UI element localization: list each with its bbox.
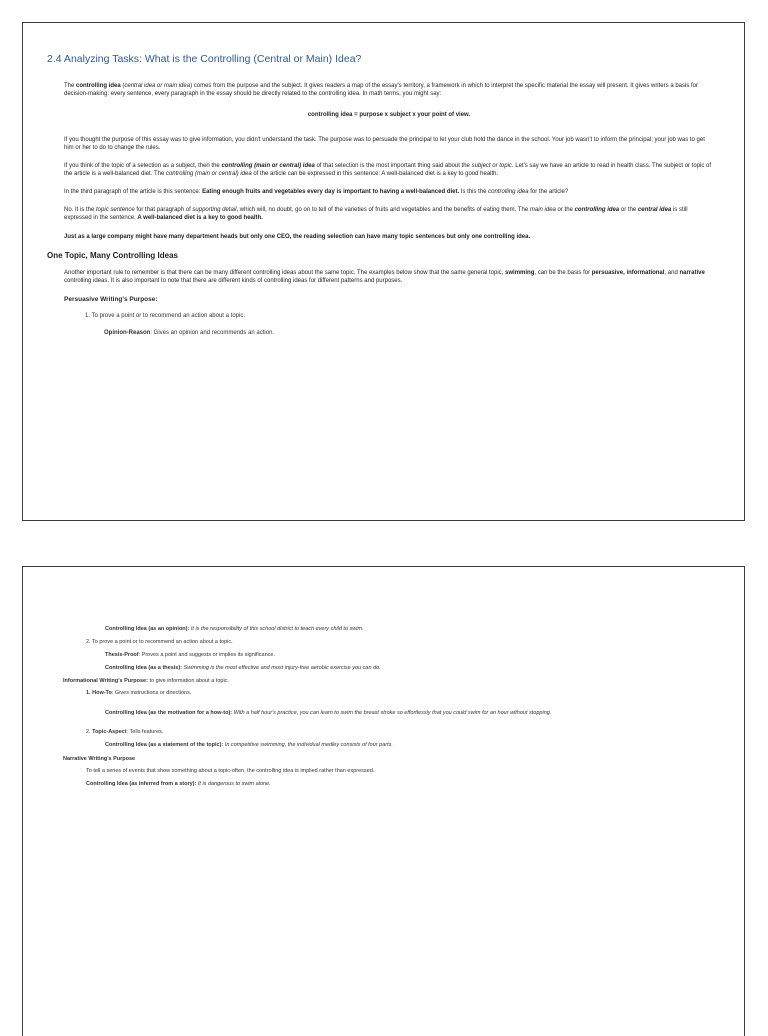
paragraph-controlling-idea: The controlling idea (central idea or main idea) comes from the purpose and the subject. It gives readers a map of the essay's territory, a framework in which to interpret the specific material the essay will present. It gives writers a basis for decision-making: every sentence, every paragraph in the essay should be directly related to the controlling idea. In math terms, you might say: bbox=[64, 83, 698, 97]
paragraph-third: In the third paragraph of the article is this sentence: Eating enough fruits and vegetables every day is important to having a well-balanced diet. Is this the controlling idea for the article? bbox=[64, 189, 569, 195]
list-item-1: 1. To prove a point or to recommend an action about a topic. bbox=[85, 313, 245, 319]
controlling-idea-thesis: Controlling Idea (as a thesis): Swimming is the most effective and most injury-free aerobic exercise you can do. bbox=[105, 665, 381, 671]
opinion-reason-line: Opinion-Reason: Gives an opinion and recommends an action. bbox=[104, 330, 275, 336]
controlling-idea-topic: Controlling Idea (as a statement of the topic): In competitive swimming, the individual medley consists of four parts. bbox=[105, 742, 393, 748]
how-to-line: 1. How-To: Gives instructions or directions. bbox=[86, 690, 192, 696]
paragraph-ceo: Just as a large company might have many department heads but only one CEO, the reading selection can have many topic sentences but only one controlling idea. bbox=[64, 234, 531, 240]
paragraph-answer: No. It is the topic sentence for that paragraph of supporting detail, which will, no doubt, go on to tell of the varieties of fruits and vegetables and the benefits of eating them. The main idea or the controlling idea or the central idea is still expressed in the sentence, A well-balanced diet is a key to good health. bbox=[64, 207, 688, 221]
document-page-1 bbox=[22, 22, 745, 521]
paragraph-many-ideas: Another important rule to remember is that there can be many different controlling ideas about the same topic. The examples below show that the same general topic, swimming, can be the basis for persuasive, informational, and narrative controlling ideas. It is also important to note that there are different kinds of controlling ideas for different patterns and purposes. bbox=[64, 270, 705, 284]
section-heading: 2.4 Analyzing Tasks: What is the Controlling (Central or Main) Idea? bbox=[47, 53, 362, 65]
narrative-heading: Narrative Writing's Purpose bbox=[63, 756, 136, 762]
controlling-idea-opinion: Controlling Idea (as an opinion): It is the responsibility of this school district to teach every child to swim. bbox=[105, 626, 364, 632]
controlling-idea-how-to: Controlling Idea (as the motivation for a how-to): With a half hour's practice, you can learn to swim the breast stroke so effortlessly that you could swim for an hour without stopping. bbox=[105, 710, 552, 716]
persuasive-heading: Persuasive Writing's Purpose: bbox=[64, 296, 158, 303]
thesis-proof-line: Thesis-Proof: Proves a point and suggests or implies its significance. bbox=[105, 652, 275, 658]
narrative-description: To tell a series of events that show something about a topic-often, the controlling idea is implied rather than expressed. bbox=[86, 768, 375, 774]
list-item-2: 2. To prove a point or to recommend an action about a topic. bbox=[86, 639, 233, 645]
informational-heading: Informational Writing's Purpose: to give information about a topic. bbox=[63, 678, 229, 684]
formula-text: controlling idea = purpose x subject x your point of view. bbox=[307, 112, 471, 118]
subheading-one-topic: One Topic, Many Controlling Ideas bbox=[47, 251, 178, 260]
document-page-2 bbox=[22, 566, 745, 1036]
topic-aspect-line: 2. Topic-Aspect: Tells features. bbox=[86, 729, 164, 735]
paragraph-purpose: If you thought the purpose of this essay was to give information, you didn't understand the task. The purpose was to persuade the principal to let your club hold the dance in the school. Your job wasn't to inform the principal; your job was to get him or her to do to change the rules. bbox=[64, 137, 705, 151]
paragraph-topic: If you think of the topic of a selection as a subject, then the controlling (main or central) idea of that selection is the most important thing said about the subject or topic. Let's say we have an article to read in health class. The subject or topic of the article is a well-balanced diet. The controlling (main or central) idea of the article can be expressed in this sentence: A well-balanced diet is a key to good health. bbox=[64, 163, 712, 177]
controlling-idea-story: Controlling Idea (as inferred from a story): It is dangerous to swim alone. bbox=[86, 781, 271, 787]
